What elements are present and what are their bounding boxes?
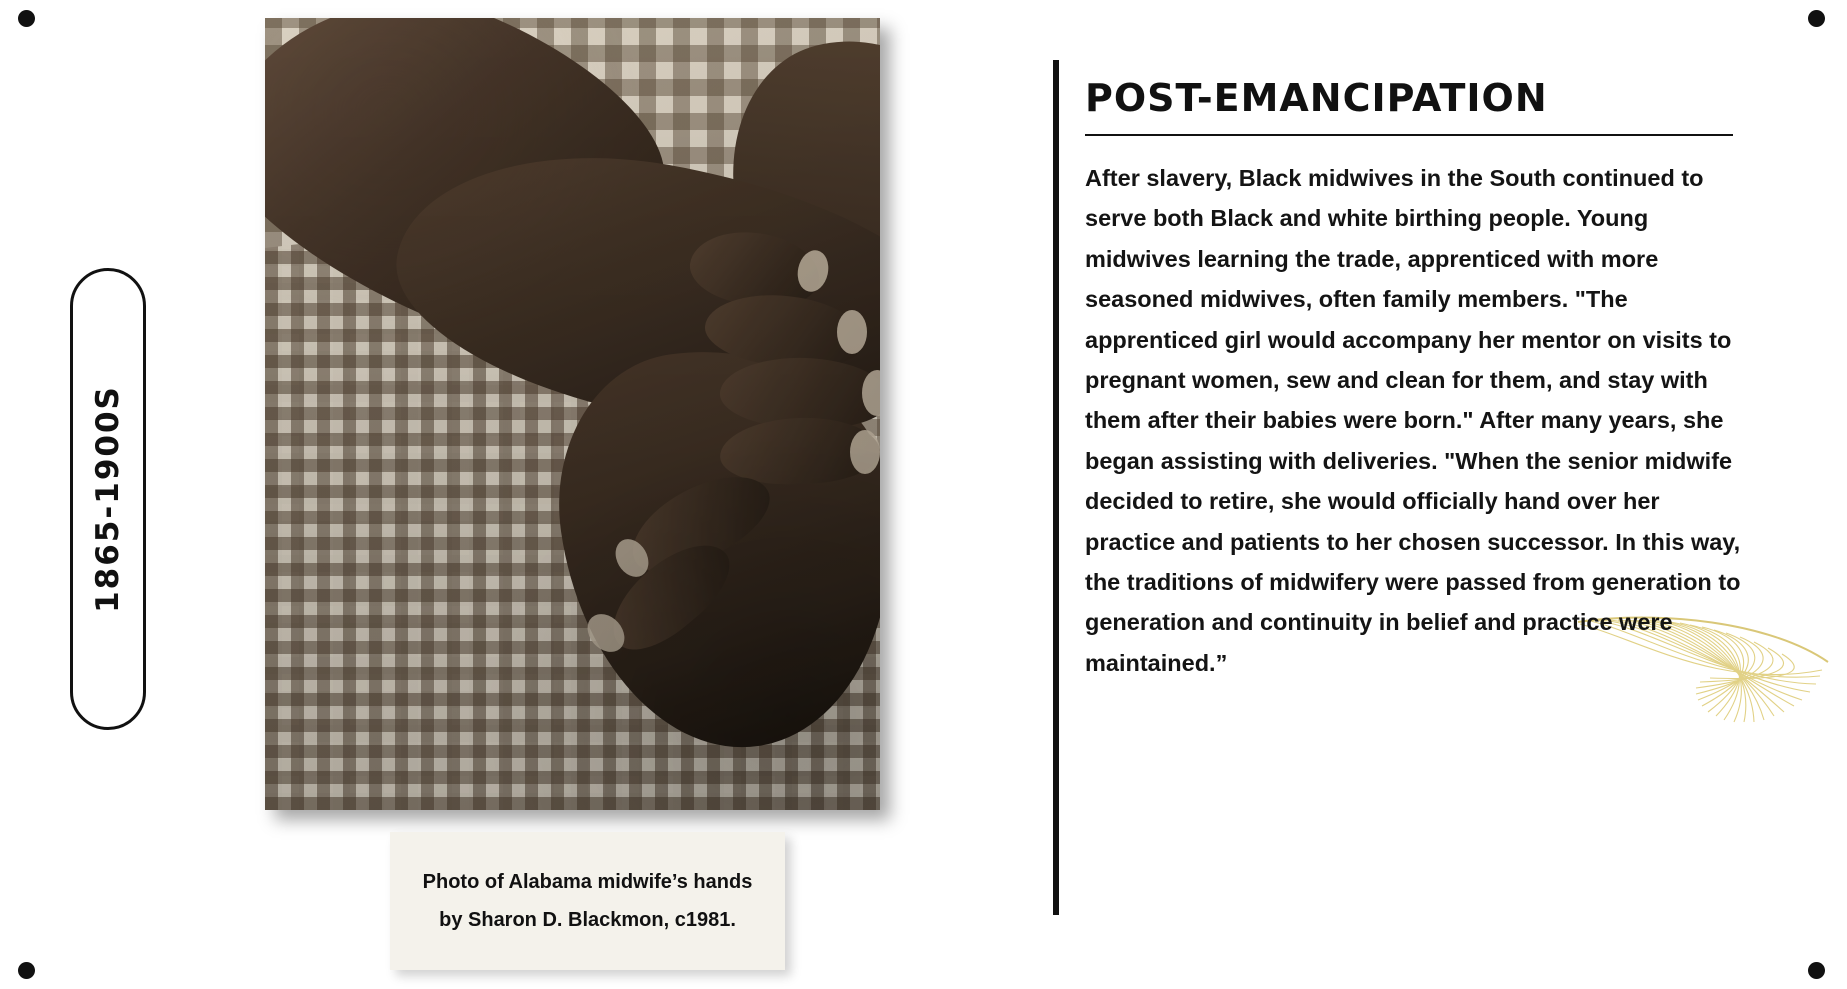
photo-caption-line-2: by Sharon D. Blackmon, c1981. [439, 909, 736, 931]
text-column [1053, 60, 1753, 915]
photo-caption-line-1: Photo of Alabama midwife’s hands [422, 871, 753, 893]
corner-dot-bottom-left [18, 962, 35, 979]
corner-dot-top-left [18, 10, 35, 27]
era-date-label: 1865-1900S [90, 385, 127, 613]
photo-canvas [265, 18, 880, 810]
corner-dot-top-right [1808, 10, 1825, 27]
section-body-text: After slavery, Black midwives in the South continued to serve both Black and white birthing people. Young midwives learning the trade, apprenticed with more seasoned midwives, often family members. "The apprenticed girl would accompany her mentor on visits to pregnant women, sew and clean for them, and stay with them after their babies were born." After many years, she began assisting with deliveries. "When the senior midwife decided to retire, she would officially hand over her practice and patients to her chosen successor. In this way, the traditions of midwifery were passed from generation to generation and continuity in belief and practice were maintained.” [1085, 165, 1741, 676]
midwife-hands-photo [265, 18, 880, 810]
photo-sepia-overlay [265, 18, 880, 810]
photo-caption [390, 832, 785, 970]
corner-dot-bottom-right [1808, 962, 1825, 979]
section-heading: POST-EMANCIPATION [1085, 76, 1733, 136]
era-date-pill [70, 268, 146, 730]
